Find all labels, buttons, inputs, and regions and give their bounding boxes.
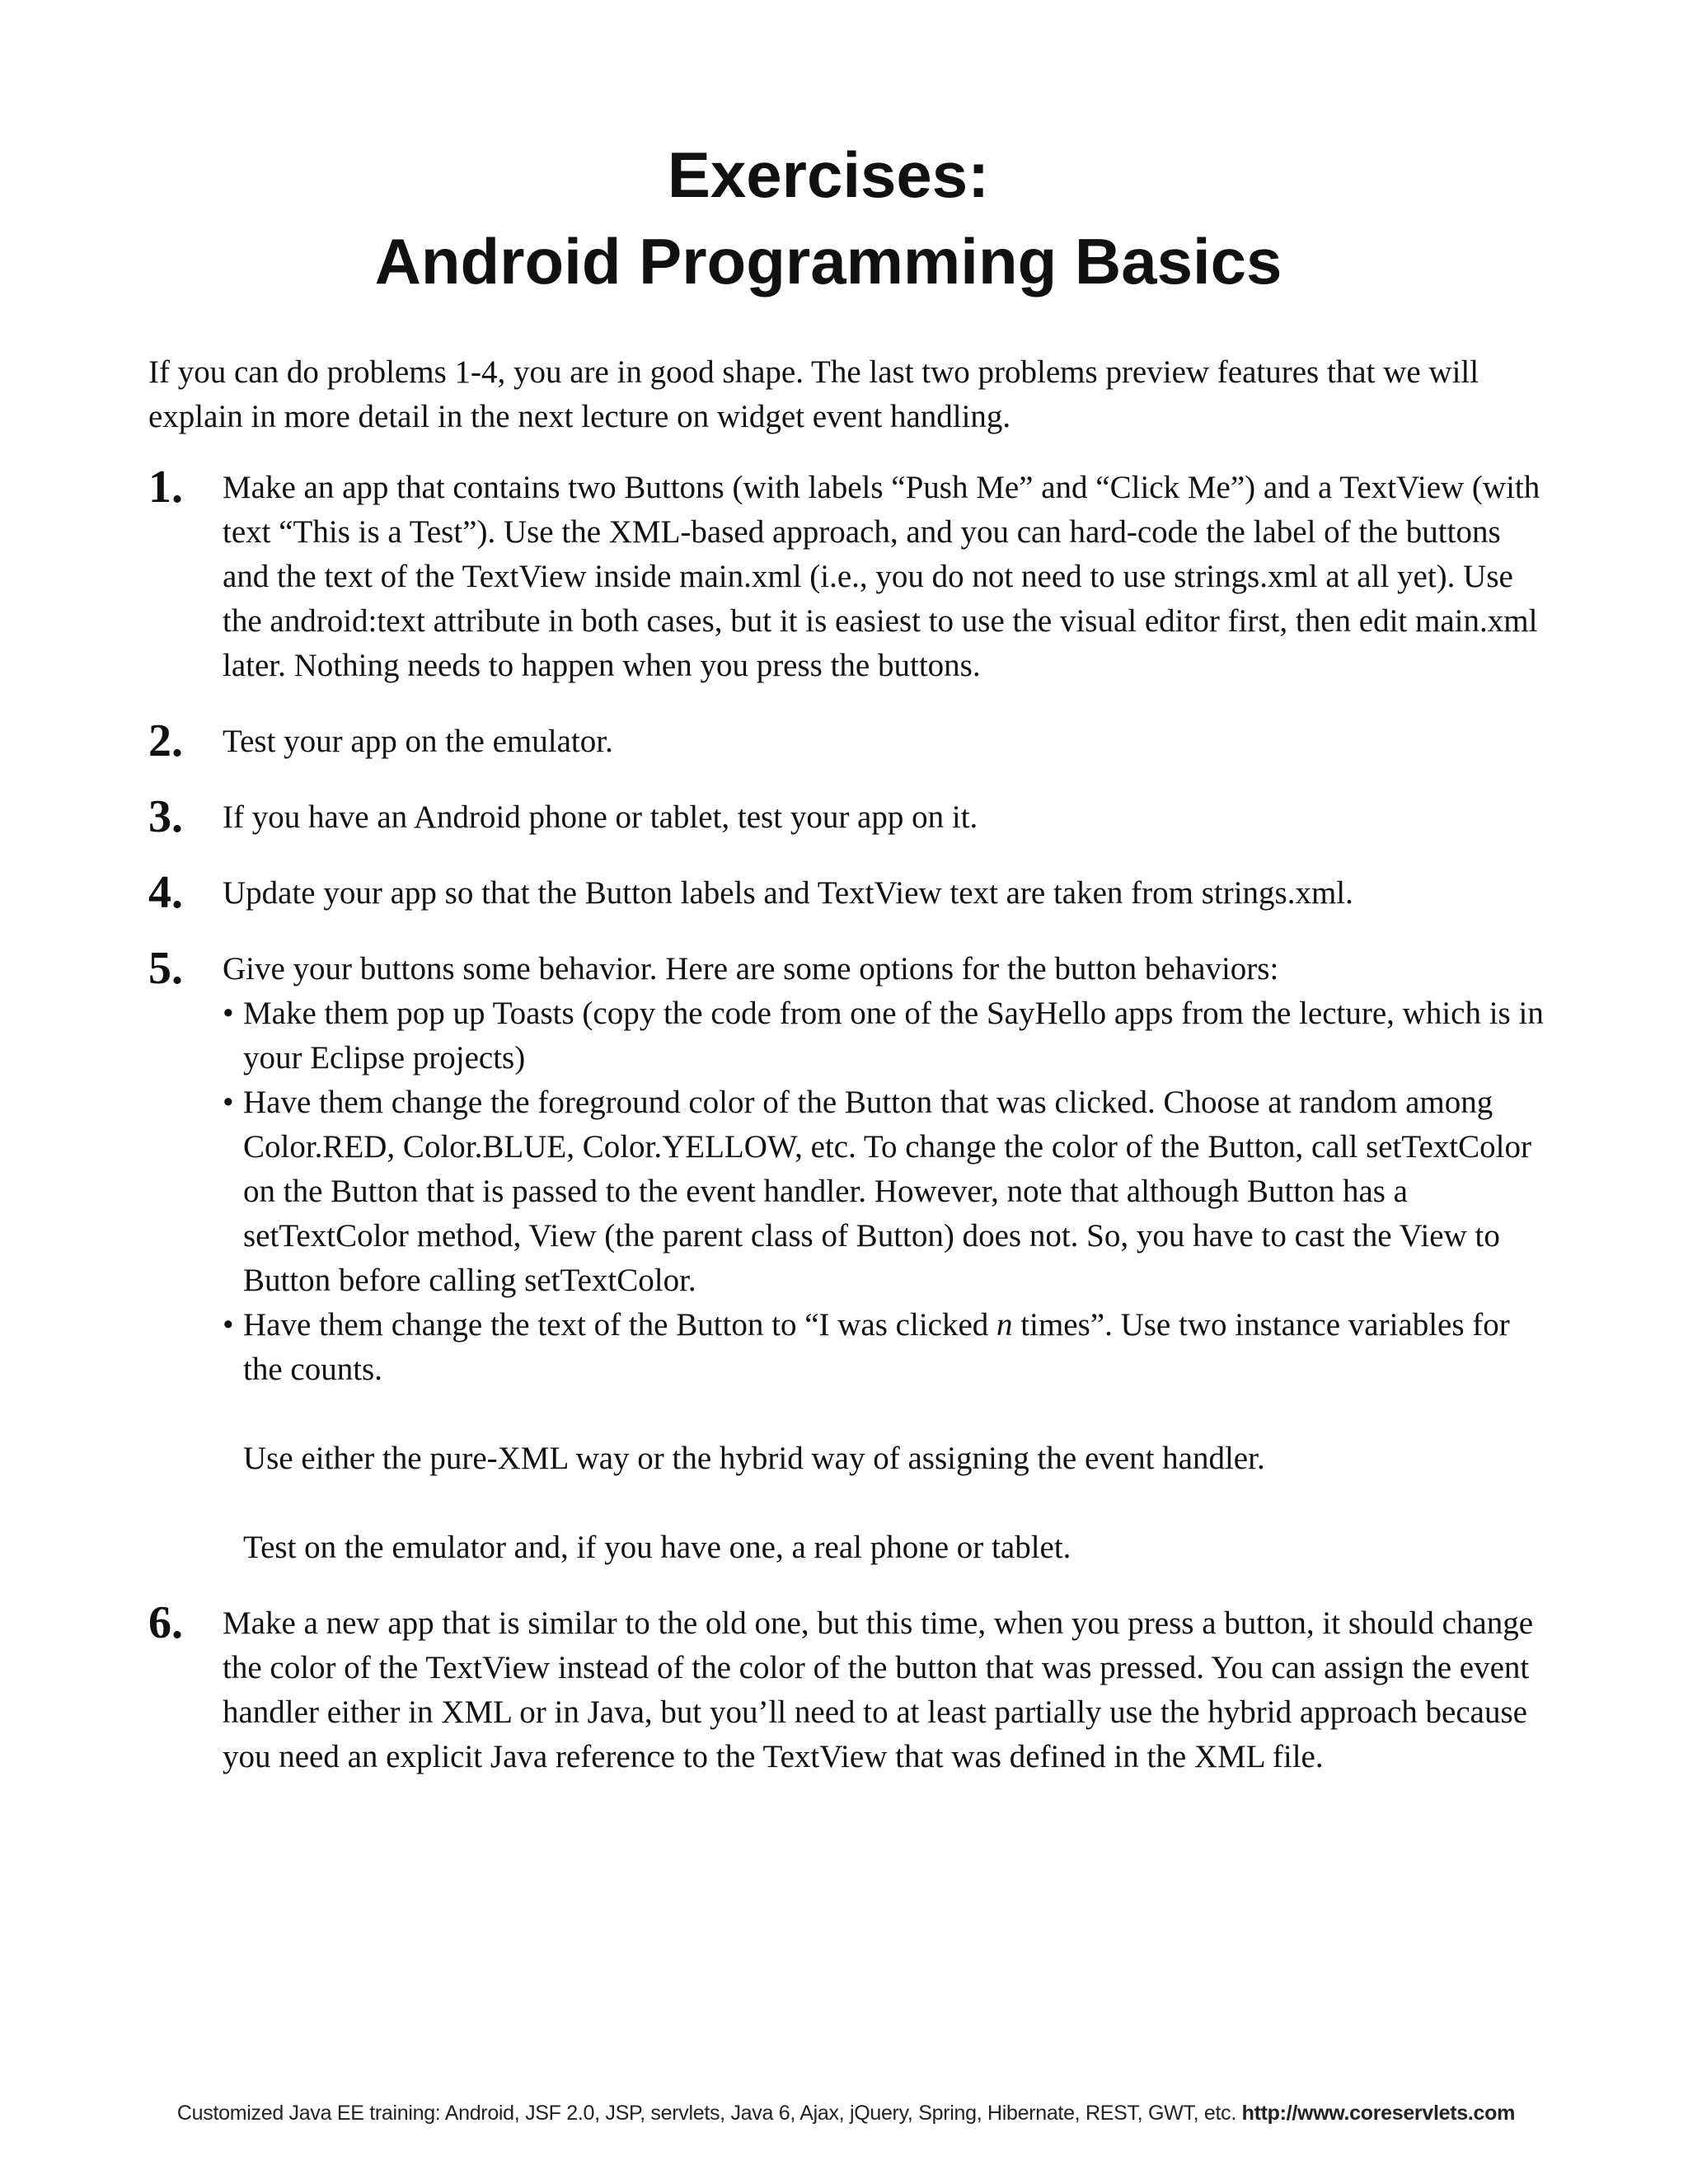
list-item	[223, 991, 1550, 1080]
problem-number: 6.	[148, 1597, 183, 1648]
list-item-text-start: Have them change the text of the Button to “I was clicked	[243, 1307, 997, 1343]
event-handler-note: Use either the pure-XML way or the hybrid way of assigning the event handler.	[243, 1441, 1265, 1476]
footer-text: Customized Java EE training: Android, JSF 2.0, JSP, servlets, Java 6, Ajax, jQuery, Spring, Hibernate, REST, GWT, etc.	[176, 2102, 1236, 2125]
page-footer	[0, 2100, 1515, 2126]
bullet-icon: •	[223, 1085, 234, 1120]
intro-paragraph: If you can do problems 1-4, you are in good shape. The last two problems preview features that we will explain in more detail in the next lecture on widget event handling.	[148, 354, 1479, 434]
list-item-text: Make them pop up Toasts (copy the code from one of the SayHello apps from the lecture, which is in your Eclipse projects)	[243, 996, 1544, 1076]
problem-6	[148, 1597, 1550, 1779]
footer-link[interactable]: http://www.coreservlets.com	[1241, 2102, 1515, 2125]
problem-2	[148, 715, 1550, 766]
problem-4	[148, 867, 1550, 918]
problem-number: 3.	[148, 791, 183, 842]
list-item-text: Have them change the foreground color of the Button that was clicked. Choose at random among Color.RED, Color.BLUE, Color.YELLOW, etc. To change the color of the Button, call setTextColor on the Button that is passed to the event handler. However, note that although Button has a setTextColor method, View (the parent class of Button) does not. So, you have to cast the View to Button before calling setTextColor.	[243, 1085, 1531, 1298]
problem-text: Give your buttons some behavior. Here are some options for the button behaviors:	[223, 951, 1279, 987]
problem-3	[148, 791, 1550, 842]
problem-text: Update your app so that the Button labels and TextView text are taken from strings.xml.	[223, 875, 1353, 911]
problem-list	[148, 462, 1550, 1811]
list-item	[223, 1303, 1550, 1392]
problem-1	[148, 462, 1550, 688]
bullet-icon: •	[223, 1307, 234, 1343]
problem-text: Test your app on the emulator.	[223, 724, 613, 759]
problem-number: 5.	[148, 943, 183, 994]
problem-text: If you have an Android phone or tablet, test your app on it.	[223, 799, 978, 835]
testing-note: Test on the emulator and, if you have one, a real phone or tablet.	[243, 1530, 1071, 1565]
problem-text: Make an app that contains two Buttons (with labels “Push Me” and “Click Me”) and a TextView (with text “This is a Test”). Use the XML-based approach, and you can hard-code the label of the buttons and the text of the TextView inside main.xml (i.e., you do not need to use strings.xml at all yet). Use the android:text attribute in both cases, but it is easiest to use the visual editor first, then edit main.xml later. Nothing needs to happen when you press the buttons.	[223, 470, 1540, 683]
problem-number: 4.	[148, 867, 183, 918]
list-item	[223, 1080, 1550, 1303]
behavior-options-list	[223, 991, 1550, 1392]
page-title	[0, 132, 1657, 305]
title-line-1: Exercises:	[667, 138, 990, 211]
problem-5	[148, 943, 1550, 1570]
problem-number: 1.	[148, 462, 183, 513]
problem-number: 2.	[148, 715, 183, 766]
bullet-icon: •	[223, 996, 234, 1031]
title-line-2: Android Programming Basics	[374, 225, 1282, 298]
list-item-text-end: times”. Use two instance variables for the counts.	[243, 1307, 1510, 1387]
problem-text: Make a new app that is similar to the old one, but this time, when you press a button, it should change the color of the TextView instead of the color of the button that was pressed. You can assign the event handler either in XML or in Java, but you’ll need to at least partially use the hybrid approach because you need an explicit Java reference to the TextView that was defined in the XML file.	[223, 1605, 1534, 1774]
list-item-italic-variable: n	[996, 1307, 1013, 1343]
